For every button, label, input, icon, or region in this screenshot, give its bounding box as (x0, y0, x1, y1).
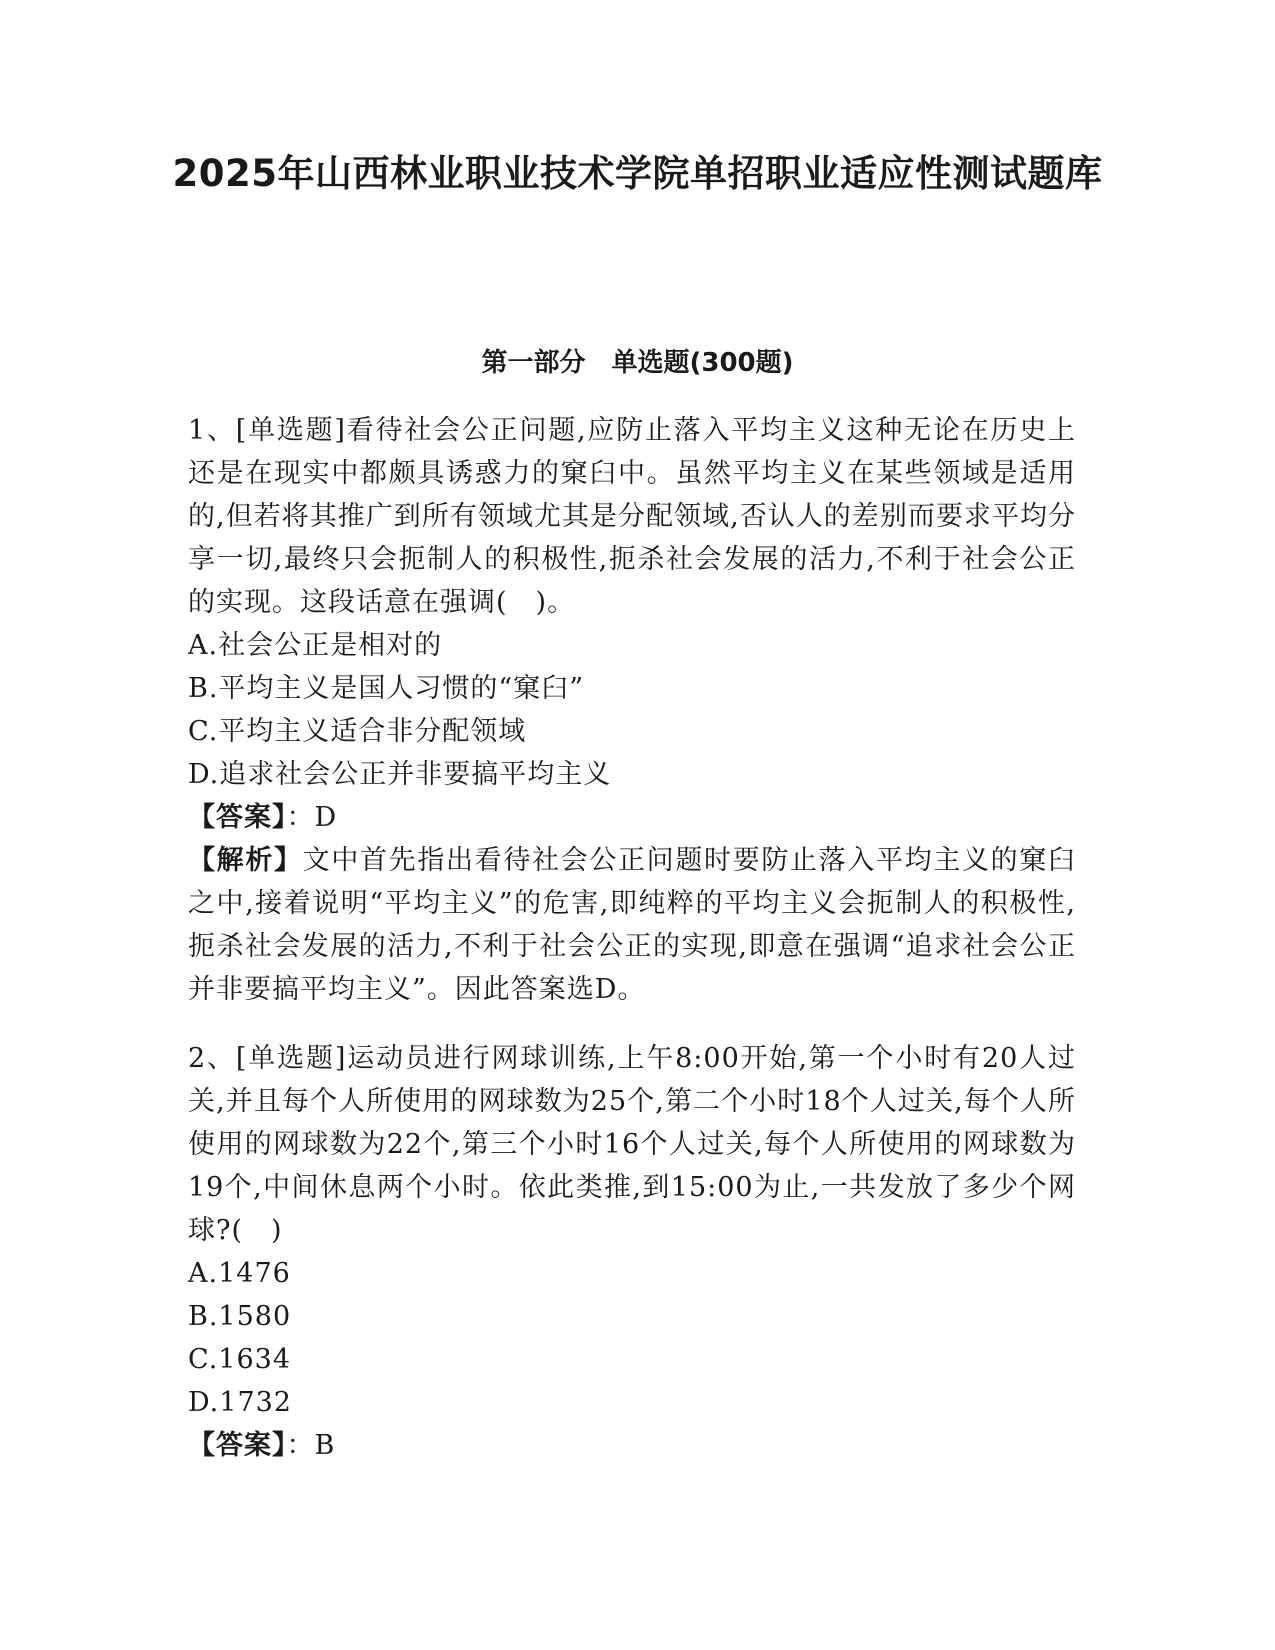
question-2-option-a: A.1476 (188, 1258, 291, 1289)
question-1-answer (188, 796, 1076, 839)
question-1-analysis-text: 文中首先指出看待社会公正问题时要防止落入平均主义的窠臼之中,接着说明“平均主义”的危害,即纯粹的平均主义会扼制人的积极性,扼杀社会发展的活力,不利于社会公正的实现,即意在强调“追求社会公正并非要搞平均主义”。因此答案选D。 (188, 845, 1077, 1005)
question-1-answer-label: 【答案】 (188, 802, 287, 833)
question-1-analysis (188, 839, 1076, 1011)
question-2-option-c: C.1634 (188, 1344, 291, 1375)
question-2-answer-value: ：B (286, 1430, 336, 1461)
question-2-answer (188, 1424, 1076, 1467)
document-title: 2025年山西林业职业技术学院单招职业适应性测试题库 (172, 152, 1103, 195)
question-2 (188, 1037, 1076, 1467)
question-1 (188, 409, 1076, 1011)
question-1-option-c: C.平均主义适合非分配领域 (188, 716, 527, 747)
question-1-option-a: A.社会公正是相对的 (188, 630, 443, 661)
question-1-option-b: B.平均主义是国人习惯的“窠臼” (188, 673, 585, 704)
question-1-answer-value: ：D (286, 802, 338, 833)
question-1-option-d: D.追求社会公正并非要搞平均主义 (188, 759, 612, 790)
question-2-option-d: D.1732 (188, 1387, 292, 1418)
question-2-stem: 2、[单选题]运动员进行网球训练,上午8:00开始,第一个小时有20人过关,并且每个人所使用的网球数为25个,第二个小时18个人过关,每个人所使用的网球数为22个,第三个小时16个人过关,每个人所使用的网球数为19个,中间休息两个小时。依此类推,到15:00为止,一共发放了多少个网球?( ) (188, 1043, 1076, 1246)
question-2-answer-label: 【答案】 (188, 1430, 287, 1461)
question-2-option-b: B.1580 (188, 1301, 292, 1332)
question-1-analysis-label: 【解析】 (188, 845, 303, 876)
section-title: 第一部分 单选题(300题) (481, 348, 794, 378)
question-1-stem: 1、[单选题]看待社会公正问题,应防止落入平均主义这种无论在历史上还是在现实中都颇具诱惑力的窠臼中。虽然平均主义在某些领域是适用的,但若将其推广到所有领域尤其是分配领域,否认人的差别而要求平均分享一切,最终只会扼制人的积极性,扼杀社会发展的活力,不利于社会公正的实现。这段话意在强调( )。 (188, 415, 1076, 618)
